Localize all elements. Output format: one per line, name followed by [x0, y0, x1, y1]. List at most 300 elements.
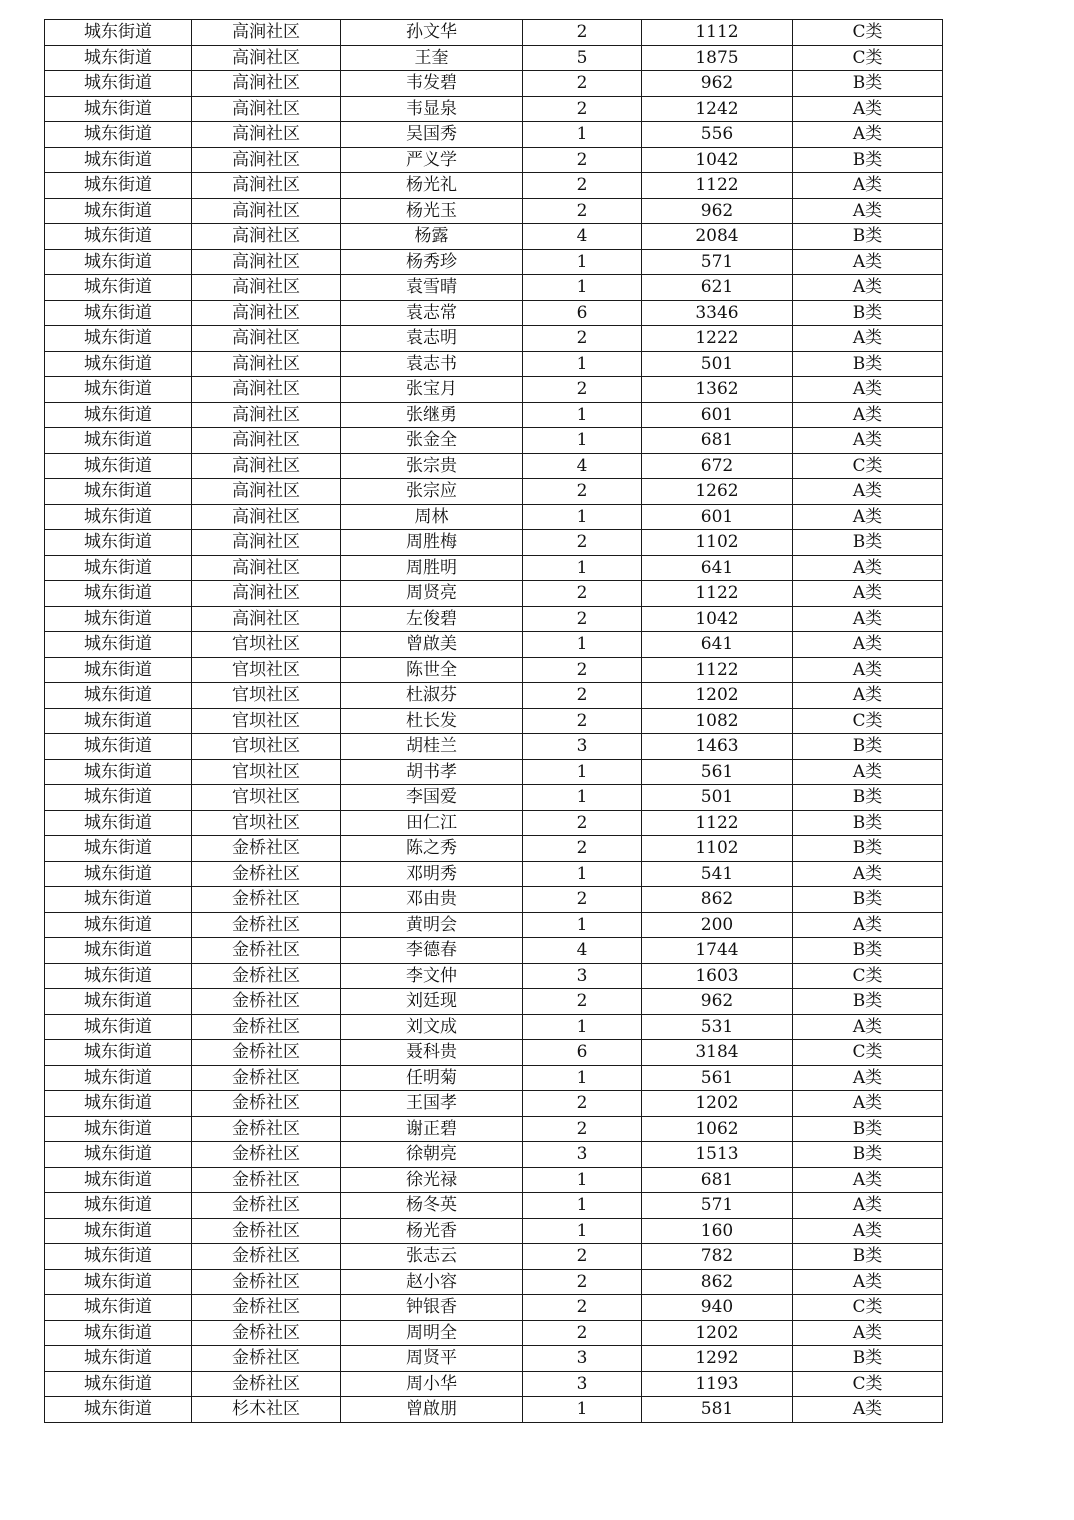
community-cell: 官坝社区	[192, 785, 341, 811]
amount-cell: 1463	[642, 734, 793, 760]
table-row	[45, 1397, 943, 1423]
category-cell: A类	[793, 1167, 943, 1193]
street-cell: 城东街道	[45, 275, 192, 301]
name-cell: 杨光礼	[341, 173, 523, 199]
community-cell: 高涧社区	[192, 402, 341, 428]
table-row	[45, 1295, 943, 1321]
category-cell: B类	[793, 147, 943, 173]
category-cell: A类	[793, 479, 943, 505]
name-cell: 徐光禄	[341, 1167, 523, 1193]
category-cell: A类	[793, 759, 943, 785]
street-cell: 城东街道	[45, 861, 192, 887]
household-size-cell: 2	[523, 198, 642, 224]
table-row	[45, 963, 943, 989]
category-cell: A类	[793, 1397, 943, 1423]
table-row	[45, 632, 943, 658]
community-cell: 高涧社区	[192, 173, 341, 199]
amount-cell: 531	[642, 1014, 793, 1040]
name-cell: 周贤平	[341, 1346, 523, 1372]
name-cell: 李德春	[341, 938, 523, 964]
household-size-cell: 1	[523, 555, 642, 581]
household-size-cell: 1	[523, 504, 642, 530]
amount-cell: 1112	[642, 20, 793, 46]
amount-cell: 1122	[642, 173, 793, 199]
community-cell: 高涧社区	[192, 581, 341, 607]
category-cell: A类	[793, 377, 943, 403]
table-row	[45, 20, 943, 46]
household-size-cell: 2	[523, 708, 642, 734]
table-body	[45, 20, 943, 1423]
name-cell: 胡书孝	[341, 759, 523, 785]
table-row	[45, 1371, 943, 1397]
category-cell: A类	[793, 1014, 943, 1040]
amount-cell: 3346	[642, 300, 793, 326]
street-cell: 城东街道	[45, 810, 192, 836]
category-cell: A类	[793, 912, 943, 938]
street-cell: 城东街道	[45, 428, 192, 454]
community-cell: 官坝社区	[192, 708, 341, 734]
name-cell: 邓明秀	[341, 861, 523, 887]
table-row	[45, 275, 943, 301]
amount-cell: 1292	[642, 1346, 793, 1372]
table-row	[45, 96, 943, 122]
household-size-cell: 2	[523, 657, 642, 683]
street-cell: 城东街道	[45, 836, 192, 862]
category-cell: B类	[793, 734, 943, 760]
amount-cell: 962	[642, 989, 793, 1015]
amount-cell: 641	[642, 632, 793, 658]
household-size-cell: 1	[523, 1397, 642, 1423]
name-cell: 胡桂兰	[341, 734, 523, 760]
table-row	[45, 122, 943, 148]
amount-cell: 1603	[642, 963, 793, 989]
table-row	[45, 938, 943, 964]
amount-cell: 501	[642, 785, 793, 811]
street-cell: 城东街道	[45, 122, 192, 148]
community-cell: 高涧社区	[192, 351, 341, 377]
category-cell: B类	[793, 1244, 943, 1270]
name-cell: 张志云	[341, 1244, 523, 1270]
category-cell: A类	[793, 632, 943, 658]
street-cell: 城东街道	[45, 504, 192, 530]
table-row	[45, 734, 943, 760]
street-cell: 城东街道	[45, 938, 192, 964]
household-size-cell: 1	[523, 122, 642, 148]
category-cell: C类	[793, 708, 943, 734]
household-size-cell: 2	[523, 71, 642, 97]
household-size-cell: 6	[523, 300, 642, 326]
amount-cell: 571	[642, 249, 793, 275]
community-cell: 高涧社区	[192, 479, 341, 505]
table-row	[45, 555, 943, 581]
community-cell: 金桥社区	[192, 1320, 341, 1346]
household-size-cell: 2	[523, 887, 642, 913]
name-cell: 任明菊	[341, 1065, 523, 1091]
community-cell: 金桥社区	[192, 887, 341, 913]
household-size-cell: 1	[523, 249, 642, 275]
amount-cell: 541	[642, 861, 793, 887]
street-cell: 城东街道	[45, 1014, 192, 1040]
street-cell: 城东街道	[45, 96, 192, 122]
table-row	[45, 1346, 943, 1372]
street-cell: 城东街道	[45, 1142, 192, 1168]
community-cell: 高涧社区	[192, 20, 341, 46]
amount-cell: 1102	[642, 836, 793, 862]
table-row	[45, 300, 943, 326]
table-row	[45, 173, 943, 199]
street-cell: 城东街道	[45, 198, 192, 224]
category-cell: B类	[793, 224, 943, 250]
community-cell: 金桥社区	[192, 836, 341, 862]
category-cell: B类	[793, 1116, 943, 1142]
category-cell: A类	[793, 428, 943, 454]
category-cell: B类	[793, 351, 943, 377]
table-row	[45, 1193, 943, 1219]
table-row	[45, 683, 943, 709]
name-cell: 张宝月	[341, 377, 523, 403]
name-cell: 韦显泉	[341, 96, 523, 122]
amount-cell: 1062	[642, 1116, 793, 1142]
table-row	[45, 147, 943, 173]
amount-cell: 1202	[642, 1091, 793, 1117]
household-size-cell: 2	[523, 836, 642, 862]
community-cell: 高涧社区	[192, 147, 341, 173]
street-cell: 城东街道	[45, 912, 192, 938]
name-cell: 杜长发	[341, 708, 523, 734]
community-cell: 官坝社区	[192, 657, 341, 683]
community-cell: 金桥社区	[192, 963, 341, 989]
household-size-cell: 3	[523, 1142, 642, 1168]
household-size-cell: 2	[523, 173, 642, 199]
amount-cell: 1122	[642, 810, 793, 836]
street-cell: 城东街道	[45, 326, 192, 352]
household-size-cell: 2	[523, 20, 642, 46]
community-cell: 金桥社区	[192, 1346, 341, 1372]
community-cell: 高涧社区	[192, 428, 341, 454]
amount-cell: 1042	[642, 606, 793, 632]
amount-cell: 581	[642, 1397, 793, 1423]
household-size-cell: 4	[523, 453, 642, 479]
amount-cell: 561	[642, 759, 793, 785]
name-cell: 周胜明	[341, 555, 523, 581]
name-cell: 邓由贵	[341, 887, 523, 913]
street-cell: 城东街道	[45, 1371, 192, 1397]
street-cell: 城东街道	[45, 249, 192, 275]
name-cell: 杨光香	[341, 1218, 523, 1244]
amount-cell: 1744	[642, 938, 793, 964]
street-cell: 城东街道	[45, 963, 192, 989]
street-cell: 城东街道	[45, 581, 192, 607]
household-size-cell: 2	[523, 606, 642, 632]
name-cell: 左俊碧	[341, 606, 523, 632]
community-cell: 金桥社区	[192, 1295, 341, 1321]
table-row	[45, 1091, 943, 1117]
street-cell: 城东街道	[45, 606, 192, 632]
name-cell: 陈之秀	[341, 836, 523, 862]
category-cell: A类	[793, 1218, 943, 1244]
name-cell: 袁雪晴	[341, 275, 523, 301]
name-cell: 吴国秀	[341, 122, 523, 148]
name-cell: 孙文华	[341, 20, 523, 46]
name-cell: 聂科贵	[341, 1040, 523, 1066]
household-size-cell: 2	[523, 326, 642, 352]
amount-cell: 1082	[642, 708, 793, 734]
street-cell: 城东街道	[45, 657, 192, 683]
name-cell: 刘文成	[341, 1014, 523, 1040]
category-cell: B类	[793, 887, 943, 913]
amount-cell: 2084	[642, 224, 793, 250]
street-cell: 城东街道	[45, 683, 192, 709]
category-cell: A类	[793, 555, 943, 581]
community-cell: 杉木社区	[192, 1397, 341, 1423]
community-cell: 官坝社区	[192, 734, 341, 760]
street-cell: 城东街道	[45, 377, 192, 403]
category-cell: A类	[793, 1320, 943, 1346]
category-cell: A类	[793, 1065, 943, 1091]
household-size-cell: 1	[523, 632, 642, 658]
street-cell: 城东街道	[45, 1218, 192, 1244]
table-row	[45, 785, 943, 811]
name-cell: 周胜梅	[341, 530, 523, 556]
table-row	[45, 1142, 943, 1168]
category-cell: B类	[793, 938, 943, 964]
table-row	[45, 428, 943, 454]
community-cell: 官坝社区	[192, 632, 341, 658]
table-row	[45, 887, 943, 913]
street-cell: 城东街道	[45, 1346, 192, 1372]
name-cell: 张继勇	[341, 402, 523, 428]
amount-cell: 1042	[642, 147, 793, 173]
name-cell: 周林	[341, 504, 523, 530]
amount-cell: 1122	[642, 581, 793, 607]
amount-cell: 1513	[642, 1142, 793, 1168]
community-cell: 高涧社区	[192, 198, 341, 224]
street-cell: 城东街道	[45, 1320, 192, 1346]
amount-cell: 1202	[642, 683, 793, 709]
table-row	[45, 71, 943, 97]
household-size-cell: 1	[523, 402, 642, 428]
category-cell: C类	[793, 963, 943, 989]
amount-cell: 641	[642, 555, 793, 581]
table-row	[45, 1014, 943, 1040]
household-size-cell: 3	[523, 1346, 642, 1372]
household-size-cell: 2	[523, 96, 642, 122]
street-cell: 城东街道	[45, 1091, 192, 1117]
name-cell: 赵小容	[341, 1269, 523, 1295]
name-cell: 韦发碧	[341, 71, 523, 97]
category-cell: C类	[793, 1040, 943, 1066]
name-cell: 王奎	[341, 45, 523, 71]
household-size-cell: 1	[523, 1218, 642, 1244]
household-size-cell: 1	[523, 759, 642, 785]
community-cell: 官坝社区	[192, 810, 341, 836]
table-row	[45, 759, 943, 785]
household-size-cell: 2	[523, 530, 642, 556]
household-size-cell: 6	[523, 1040, 642, 1066]
amount-cell: 1202	[642, 1320, 793, 1346]
category-cell: A类	[793, 1269, 943, 1295]
name-cell: 曾啟美	[341, 632, 523, 658]
table-row	[45, 810, 943, 836]
community-cell: 金桥社区	[192, 1014, 341, 1040]
amount-cell: 1262	[642, 479, 793, 505]
table-row	[45, 530, 943, 556]
community-cell: 金桥社区	[192, 1091, 341, 1117]
household-size-cell: 1	[523, 1014, 642, 1040]
community-cell: 金桥社区	[192, 1218, 341, 1244]
community-cell: 金桥社区	[192, 861, 341, 887]
amount-cell: 501	[642, 351, 793, 377]
community-cell: 官坝社区	[192, 759, 341, 785]
table-row	[45, 1320, 943, 1346]
table-row	[45, 1269, 943, 1295]
street-cell: 城东街道	[45, 1167, 192, 1193]
table-row	[45, 657, 943, 683]
table-row	[45, 479, 943, 505]
household-size-cell: 1	[523, 351, 642, 377]
household-size-cell: 5	[523, 45, 642, 71]
community-cell: 高涧社区	[192, 453, 341, 479]
name-cell: 周小华	[341, 1371, 523, 1397]
household-size-cell: 2	[523, 1320, 642, 1346]
community-cell: 金桥社区	[192, 1167, 341, 1193]
community-cell: 金桥社区	[192, 1040, 341, 1066]
street-cell: 城东街道	[45, 1193, 192, 1219]
household-size-cell: 2	[523, 581, 642, 607]
household-size-cell: 2	[523, 147, 642, 173]
street-cell: 城东街道	[45, 224, 192, 250]
street-cell: 城东街道	[45, 453, 192, 479]
amount-cell: 160	[642, 1218, 793, 1244]
amount-cell: 862	[642, 1269, 793, 1295]
table-row	[45, 504, 943, 530]
street-cell: 城东街道	[45, 887, 192, 913]
household-size-cell: 2	[523, 1295, 642, 1321]
community-cell: 高涧社区	[192, 96, 341, 122]
street-cell: 城东街道	[45, 632, 192, 658]
community-cell: 金桥社区	[192, 1065, 341, 1091]
household-size-cell: 1	[523, 1193, 642, 1219]
amount-cell: 962	[642, 198, 793, 224]
amount-cell: 561	[642, 1065, 793, 1091]
household-size-cell: 4	[523, 938, 642, 964]
table-row	[45, 1244, 943, 1270]
name-cell: 严义学	[341, 147, 523, 173]
street-cell: 城东街道	[45, 20, 192, 46]
amount-cell: 571	[642, 1193, 793, 1219]
street-cell: 城东街道	[45, 785, 192, 811]
household-size-cell: 1	[523, 861, 642, 887]
table-row	[45, 377, 943, 403]
name-cell: 杜淑芬	[341, 683, 523, 709]
name-cell: 袁志常	[341, 300, 523, 326]
street-cell: 城东街道	[45, 1065, 192, 1091]
category-cell: A类	[793, 198, 943, 224]
community-cell: 金桥社区	[192, 938, 341, 964]
household-size-cell: 4	[523, 224, 642, 250]
name-cell: 田仁江	[341, 810, 523, 836]
category-cell: A类	[793, 1091, 943, 1117]
community-cell: 高涧社区	[192, 300, 341, 326]
street-cell: 城东街道	[45, 173, 192, 199]
table-row	[45, 402, 943, 428]
category-cell: B类	[793, 71, 943, 97]
category-cell: C类	[793, 1371, 943, 1397]
name-cell: 李文仲	[341, 963, 523, 989]
household-size-cell: 1	[523, 428, 642, 454]
table-row	[45, 581, 943, 607]
category-cell: C类	[793, 45, 943, 71]
street-cell: 城东街道	[45, 1269, 192, 1295]
name-cell: 袁志明	[341, 326, 523, 352]
category-cell: B类	[793, 989, 943, 1015]
table-row	[45, 989, 943, 1015]
amount-cell: 782	[642, 1244, 793, 1270]
category-cell: B类	[793, 530, 943, 556]
street-cell: 城东街道	[45, 530, 192, 556]
household-size-cell: 3	[523, 963, 642, 989]
household-size-cell: 1	[523, 785, 642, 811]
amount-cell: 681	[642, 1167, 793, 1193]
category-cell: B类	[793, 810, 943, 836]
household-size-cell: 3	[523, 1371, 642, 1397]
community-cell: 高涧社区	[192, 504, 341, 530]
table-row	[45, 224, 943, 250]
name-cell: 曾啟朋	[341, 1397, 523, 1423]
amount-cell: 672	[642, 453, 793, 479]
street-cell: 城东街道	[45, 71, 192, 97]
name-cell: 杨冬英	[341, 1193, 523, 1219]
category-cell: A类	[793, 1193, 943, 1219]
community-cell: 高涧社区	[192, 71, 341, 97]
table-row	[45, 861, 943, 887]
community-cell: 金桥社区	[192, 912, 341, 938]
community-cell: 金桥社区	[192, 1244, 341, 1270]
community-cell: 高涧社区	[192, 224, 341, 250]
table-row	[45, 836, 943, 862]
street-cell: 城东街道	[45, 555, 192, 581]
community-cell: 高涧社区	[192, 249, 341, 275]
household-size-cell: 2	[523, 1244, 642, 1270]
name-cell: 钟银香	[341, 1295, 523, 1321]
name-cell: 王国孝	[341, 1091, 523, 1117]
amount-cell: 601	[642, 402, 793, 428]
amount-cell: 681	[642, 428, 793, 454]
community-cell: 高涧社区	[192, 275, 341, 301]
name-cell: 张金全	[341, 428, 523, 454]
name-cell: 张宗贵	[341, 453, 523, 479]
household-size-cell: 1	[523, 912, 642, 938]
name-cell: 杨秀珍	[341, 249, 523, 275]
street-cell: 城东街道	[45, 402, 192, 428]
amount-cell: 1242	[642, 96, 793, 122]
household-size-cell: 1	[523, 1167, 642, 1193]
household-size-cell: 2	[523, 1091, 642, 1117]
table-row	[45, 351, 943, 377]
community-cell: 高涧社区	[192, 122, 341, 148]
amount-cell: 1102	[642, 530, 793, 556]
community-cell: 高涧社区	[192, 45, 341, 71]
community-cell: 金桥社区	[192, 1116, 341, 1142]
table-row	[45, 708, 943, 734]
street-cell: 城东街道	[45, 479, 192, 505]
community-cell: 高涧社区	[192, 606, 341, 632]
table-row	[45, 1116, 943, 1142]
name-cell: 杨光玉	[341, 198, 523, 224]
amount-cell: 3184	[642, 1040, 793, 1066]
category-cell: A类	[793, 683, 943, 709]
household-size-cell: 2	[523, 377, 642, 403]
